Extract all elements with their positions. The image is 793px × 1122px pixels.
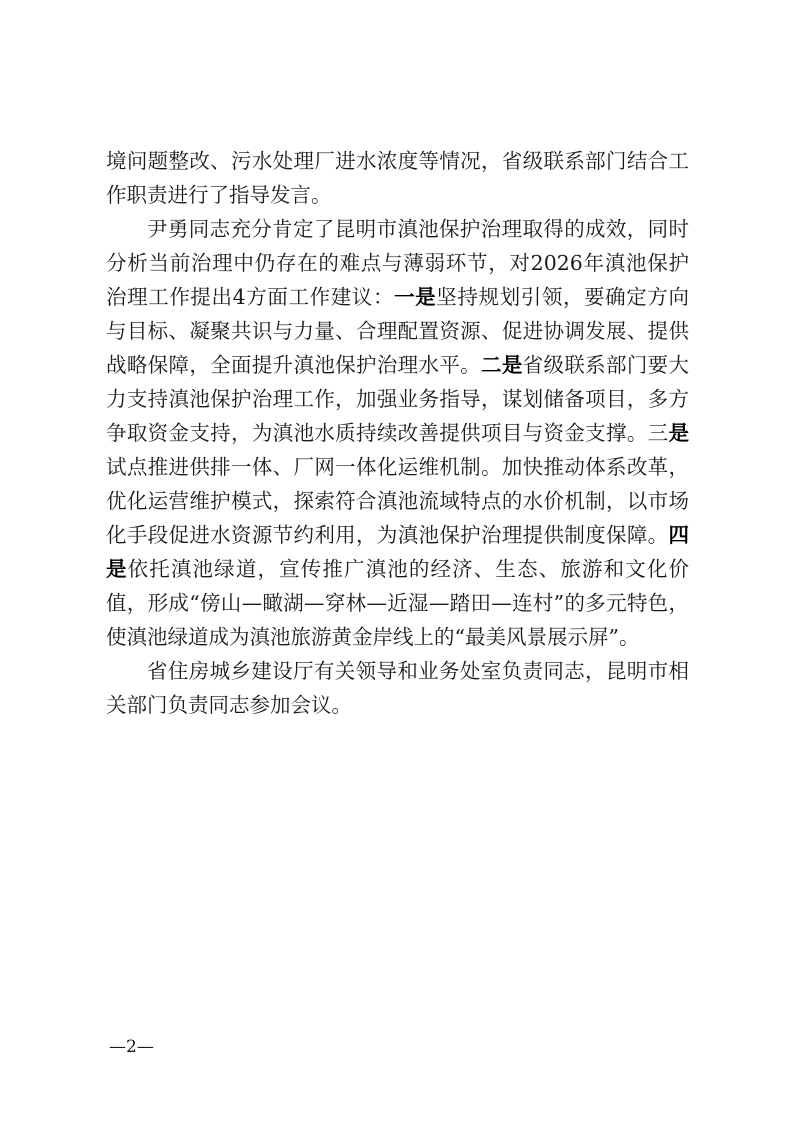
paragraph-p1 [106,144,689,212]
emphasis-marker: 是 [668,421,689,445]
paragraph-text: 尹勇同志充分肯定了昆明市滇池保护治理取得的成效，同时分析当前治理中仍存在的难点与薄弱环节，对2026年滇池保护治理工作提出4方面工作建议： [106,217,689,309]
paragraph-text: 省级联系部门要大力支持滇池保护治理工作，加强业务指导，谋划储备项目，多方争取资金支持，为滇池水质持续改善提供项目与资金支撑。三 [106,353,690,445]
paragraph-text: 省住房城乡建设厅有关领导和业务处室负责同志，昆明市相关部门负责同志参加会议。 [106,659,689,717]
document-body [106,144,689,722]
emphasis-marker: 四是 [106,523,689,581]
paragraph-p2 [106,212,689,654]
paragraph-p3 [106,654,689,722]
paragraph-text: 依托滇池绿道，宣传推广滇池的经济、生态、旅游和文化价值，形成“傍山—瞰湖—穿林—近湿—踏田—连村”的多元特色，使滇池绿道成为滇池旅游黄金岸线上的“最美风景展示屏”。 [106,557,690,649]
paragraph-text: 境问题整改、污水处理厂进水浓度等情况，省级联系部门结合工作职责进行了指导发言。 [106,149,689,207]
page-number: —2— [109,1037,154,1057]
paragraph-text: 坚持规划引领，要确定方向与目标、凝聚共识与力量、合理配置资源、促进协调发展、提供战略保障，全面提升滇池保护治理水平。 [106,285,689,377]
emphasis-marker: 一是 [394,285,437,309]
emphasis-marker: 二是 [481,353,523,377]
paragraph-text: 试点推进供排一体、厂网一体化运维机制。加快推动体系改革，优化运营维护模式，探索符合滇池流域特点的水价机制，以市场化手段促进水资源节约利用，为滇池保护治理提供制度保障。 [106,455,689,547]
